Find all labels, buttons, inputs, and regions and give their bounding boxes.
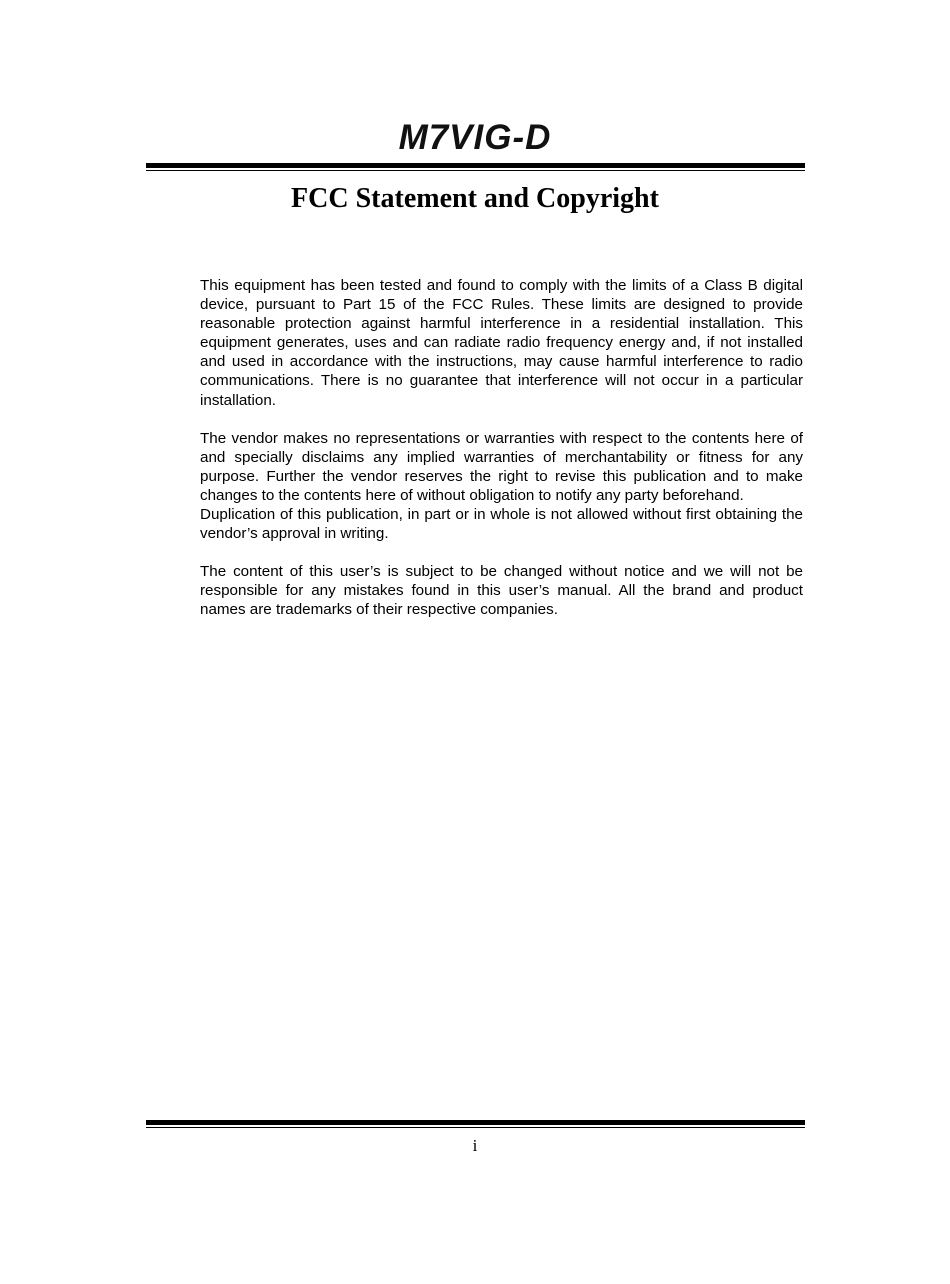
page-title: FCC Statement and Copyright — [291, 183, 659, 214]
statement-body — [200, 276, 803, 620]
warranty-disclaimer-paragraph: The vendor makes no representations or warranties with respect to the contents here of and specially disclaims any implied warranties of merchantability or fitness for any purpose. Further the vendor reserves the right to revise this publication and to make changes to the contents here of without obligation to notify any party beforehand. — [200, 429, 803, 504]
footer-rule — [146, 1120, 805, 1128]
model-name-header: M7VIG-D — [398, 118, 552, 157]
header-rule — [146, 163, 805, 171]
page-number: i — [472, 1136, 478, 1155]
duplication-notice-paragraph: Duplication of this publication, in part or in whole is not allowed without first obtaining the vendor’s approval in writing. — [200, 506, 803, 543]
trademark-notice-paragraph: The content of this user’s is subject to be changed without notice and we will not be responsible for any mistakes found in this user’s manual. All the brand and product names are trademarks of their respective companies. — [200, 563, 803, 619]
fcc-compliance-paragraph: This equipment has been tested and found to comply with the limits of a Class B digital device, pursuant to Part 15 of the FCC Rules. These limits are designed to provide reasonable protection against harmful interference in a residential installation. This equipment generates, uses and can radiate radio frequency energy and, if not installed and used in accordance with the instructions, may cause harmful interference to radio communications. There is no guarantee that interference will not occur in a particular installation. — [200, 277, 803, 409]
